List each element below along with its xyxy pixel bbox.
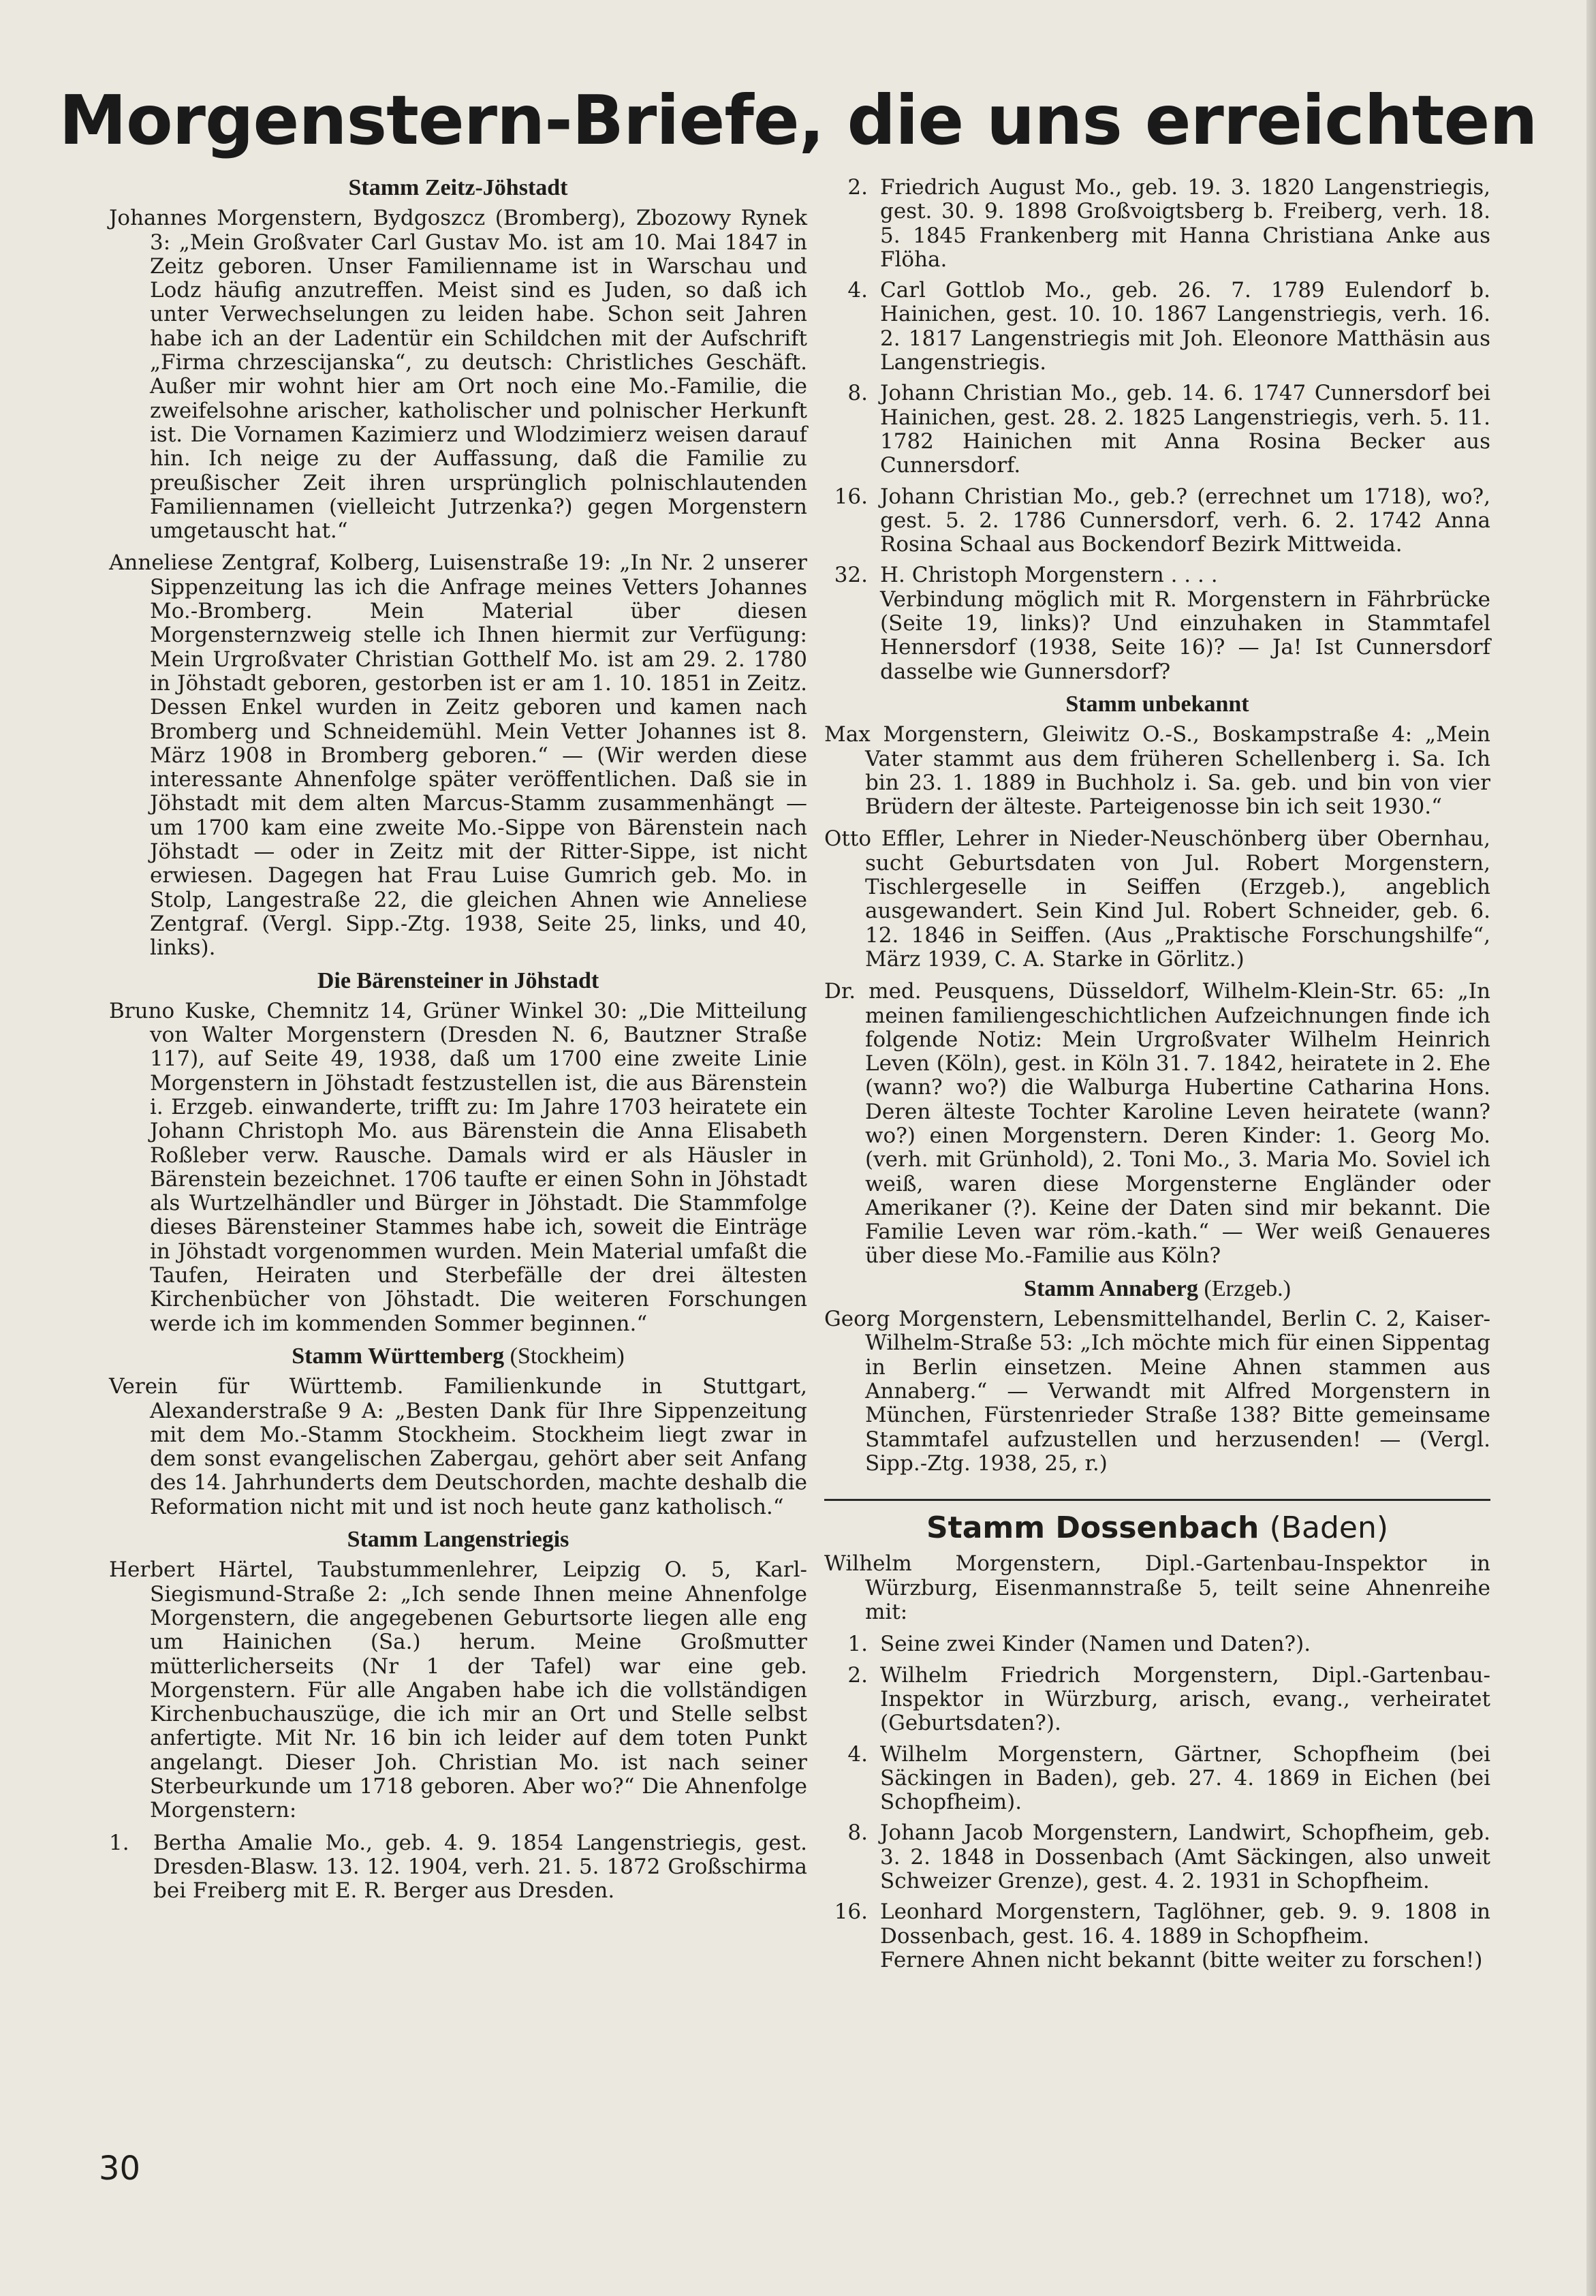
- letter-verein-wuerttemberg: Verein für Württemb. Familienkunde in Stuttgart, Alexanderstraße 9 A: „Besten Dank für Ihre Sippenzeitung mit dem Mo.-Stamm Stockheim. Stockheim liegt zwar in dem sonst evangelischen Zabergau, gehört aber seit Anfang des 14. Jahrhunderts dem Deutschorden, machte deshalb die Reformation nicht mit und ist noch heute ganz katholisch.“: [109, 1374, 807, 1519]
- ancestor-item: [824, 563, 1490, 587]
- left-column: [109, 176, 807, 1910]
- ancestor-number: 2.: [847, 175, 868, 200]
- ancestor-item: [824, 1900, 1490, 1949]
- letter-bruno-kuske: Bruno Kuske, Chemnitz 14, Grüner Winkel 30: „Die Mitteilung von Walter Morgenstern (Dresden N. 6, Bautzner Straße 117), auf Seite 49, 1938, daß um 1700 eine zweite Linie Morgenstern in Jöhstadt festzustellen ist, die aus Bärenstein i. Erzgeb. einwanderte, trifft zu: Im Jahre 1703 heiratete ein Johann Christoph Mo. aus Bärenstein die Anna Elisabeth Roßleber verw. Rauschе. Damals wird er als Häusler in Bärenstein bezeichnet. 1706 taufte er einen Sohn in Jöhstadt als Wurtzelhändler und Bürger in Jöhstadt. Die Stammfolge dieses Bärensteiner Stammes habe ich, soweit die Einträge in Jöhstadt vorgenommen wurden. Mein Material umfaßt die Taufen, Heiraten und Sterbefälle der drei ältesten Kirchenbücher von Jöhstadt. Die weiteren Forschungen werde ich im kommenden Sommer beginnen.“: [109, 998, 807, 1336]
- section-title-subtitle: (Baden): [1269, 1510, 1389, 1546]
- page-title: Morgenstern-Briefe, die uns erreichten: [59, 80, 1537, 160]
- ancestor-text: Johann Christian Mo., geb. 14. 6. 1747 Cunnersdorf bei Hainichen, gest. 28. 2. 1825 Langenstriegis, verh. 5. 11. 1782 Hainichen mit Anna Rosina Becker aus Cunnersdorf.: [880, 381, 1490, 478]
- ancestor-number: 2.: [847, 1662, 868, 1688]
- letter-wilhelm-morgenstern: Wilhelm Morgenstern, Dipl.-Gartenbau-Inspektor in Würzburg, Eisenmannstraße 5, teilt seine Ahnenreihe mit:: [824, 1551, 1490, 1625]
- letter-otto-effler: Otto Effler, Lehrer in Nieder-Neuschönberg über Obernhau, sucht Geburtsdaten von Jul. Robert Morgenstern, Tischlergeselle in Seiffen (Erzgeb.), angeblich ausgewandert. Sein Kind Jul. Robert Schneider, geb. 6. 12. 1846 in Seiffen. (Aus „Praktische Forschungshilfe“, März 1939, C. A. Starke in Görlitz.): [824, 826, 1490, 972]
- ancestor-text: Wilhelm Friedrich Morgenstern, Dipl.-Gartenbau-Inspektor in Würzburg, arisch, evang., verheiratet (Geburtsdaten?).: [880, 1662, 1490, 1736]
- section-heading-subtitle: (Erzgeb.): [1204, 1275, 1291, 1301]
- closing-note-dossenbach: Fernere Ahnen nicht bekannt (bitte weiter zu forschen!): [880, 1947, 1483, 1972]
- ancestor-number: 16.: [834, 484, 868, 509]
- letter-anneliese-zentgraf: Anneliese Zentgraf, Kolberg, Luisenstraße 19: „In Nr. 2 unserer Sippenzeitung las ich die Anfrage meines Vetters Johannes Mo.-Bromberg. Mein Material über diesen Morgensternzweig stelle ich Ihnen hiermit zur Verfügung: Mein Urgroßvater Christian Gotthelf Mo. ist am 29. 2. 1780 in Jöhstadt geboren, gestorben ist er am 1. 10. 1851 in Zeitz. Dessen Enkel wurden in Zeitz geboren und kamen nach Bromberg und Schneidemühl. Mein Vetter Johannes ist 8. März 1908 in Bromberg geboren.“ — (Wir werden diese interessante Ahnenfolge später veröffentlichen. Daß sie in Jöhstadt mit dem alten Marcus-Stamm zusammenhängt — um 1700 kam eine zweite Mo.-Sippe von Bärenstein nach Jöhstadt — oder in Zeitz mit der Ritter-Sippe, ist nicht erwiesen. Dagegen hat Frau Luise Gumrich geb. Mo. in Stolp, Langestraße 22, die gleichen Ahnen wie Anneliese Zentgraf. (Vergl. Sipp.-Ztg. 1938, Seite 25, links, und 40, links).: [109, 550, 807, 961]
- section-heading-baerensteiner: Die Bärensteiner in Jöhstadt: [317, 967, 599, 993]
- ancestor-text: Johann Christian Mo., geb.? (errechnet um 1718), wo?, gest. 5. 2. 1786 Cunnersdorf, verh. 6. 2. 1742 Anna Rosina Schaal aus Bockendorf Bezirk Mittweida.: [880, 484, 1490, 557]
- section-heading-unbekannt: Stamm unbekannt: [1065, 691, 1249, 717]
- ancestor-number: 4.: [847, 278, 868, 303]
- ancestor-number: 16.: [834, 1899, 868, 1925]
- ancestor-text: Johann Jacob Morgenstern, Landwirt, Schopfheim, geb. 3. 2. 1848 in Dossenbach (Amt Säckingen, also unweit Schweizer Grenze), gest. 4. 2. 1931 in Schopfheim.: [880, 1820, 1490, 1893]
- ancestor-number: 1.: [109, 1830, 129, 1855]
- ancestor-item: [824, 382, 1490, 478]
- ancestor-item: [824, 176, 1490, 272]
- ancestor-text: H. Christoph Morgenstern . . . .: [880, 563, 1218, 588]
- ancestor-text: Leonhard Morgenstern, Taglöhner, geb. 9. 9. 1808 in Dossenbach, gest. 16. 4. 1889 in Schopfheim.: [880, 1899, 1490, 1949]
- section-heading-subtitle: (Stockheim): [510, 1343, 625, 1369]
- ancestor-number: 8.: [847, 1820, 868, 1846]
- right-column: [824, 176, 1490, 1981]
- section-title-text: Stamm Dossenbach: [926, 1510, 1259, 1546]
- editor-note-langenstriegis: Verbindung möglich mit R. Morgenstern in Fährbrücke (Seite 19, links)? Und einzuhaken in Stammtafel Hennersdorf (1938, Seite 16)? — Ja! Ist Cunnersdorf dasselbe wie Gunnersdorf?: [880, 587, 1490, 684]
- ancestor-text: Friedrich August Mo., geb. 19. 3. 1820 Langenstriegis, gest. 30. 9. 1898 Großvoigtsberg b. Freiberg, verh. 18. 5. 1845 Frankenberg mit Hanna Christiana Anke aus Flöha.: [880, 175, 1490, 272]
- section-heading-text: Stamm Württemberg: [292, 1343, 505, 1369]
- ancestor-text: Seine zwei Kinder (Namen und Daten?).: [880, 1632, 1311, 1657]
- section-heading-wuerttemberg: [109, 1344, 807, 1368]
- ancestor-number: 1.: [847, 1632, 868, 1657]
- letter-johannes-morgenstern: Johannes Morgenstern, Bydgoszcz (Bromberg), Zbozowy Rynek 3: „Mein Großvater Carl Gustav Mo. ist am 10. Mai 1847 in Zeitz geboren. Unser Familienname ist in Warschau und Lodz häufig anzutreffen. Meist sind es Juden, so daß ich unter Verwechselungen zu leiden habe. Schon seit Jahren habe ich an der Ladentür ein Schildchen mit der Aufschrift „Firma chrzescijanska“, zu deutsch: Christliches Geschäft. Außer mir wohnt hier am Ort noch eine Mo.-Familie, die zweifelsohne arischer, katholischer und polnischer Herkunft ist. Die Vornamen Kazimierz und Wlodzimierz weisen darauf hin. Ich neige zu der Auffassung, daß die Familie zu preußischer Zeit ihren ursprünglich polnischlautenden Familiennamen (vielleicht Jutrzenka?) gegen Morgenstern umgetauscht hat.“: [109, 206, 807, 544]
- page-number: 30: [99, 2150, 141, 2188]
- section-divider: [824, 1499, 1490, 1501]
- ancestor-item: [109, 1831, 807, 1904]
- section-heading-annaberg: [824, 1277, 1490, 1301]
- ancestor-text: Bertha Amalie Mo., geb. 4. 9. 1854 Langenstriegis, gest. Dresden-Blasw. 13. 12. 1904, verh. 21. 5. 1872 Großschirma bei Freiberg mit E. R. Berger aus Dresden.: [153, 1830, 807, 1904]
- ancestor-item: [824, 1821, 1490, 1893]
- section-heading-langenstriegis: Stamm Langenstriegis: [347, 1527, 569, 1553]
- ancestor-text: Carl Gottlob Mo., geb. 26. 7. 1789 Eulendorf b. Hainichen, gest. 10. 10. 1867 Langenstriegis, verh. 16. 2. 1817 Langenstriegis mit Joh. Eleonore Matthäsin aus Langenstriegis.: [880, 278, 1490, 375]
- ancestor-item: [824, 1664, 1490, 1736]
- letter-georg-morgenstern: Georg Morgenstern, Lebensmittelhandel, Berlin C. 2, Kaiser-Wilhelm-Straße 53: „Ich möchte mich für einen Sippentag in Berlin einsetzen. Meine Ahnen stammen aus Annaberg.“ — Verwandt mit Alfred Morgenstern in München, Fürstenrieder Straße 138? Bitte gemeinsame Stammtafel aufzustellen und herzusenden! — (Vergl. Sipp.-Ztg. 1938, 25, r.): [824, 1307, 1490, 1476]
- letter-herbert-haertel: Herbert Härtel, Taubstummenlehrer, Leipzig O. 5, Karl-Siegismund-Straße 2: „Ich sende Ihnen meine Ahnenfolge Morgenstern, die angegebenen Geburtsorte liegen alle eng um Hainichen (Sa.) herum. Meine Großmutter mütterlicherseits (Nr 1 der Tafel) war eine geb. Morgenstern. Für alle Angaben habe ich die vollständigen Kirchenbuchauszüge, die ich mir an Ort und Stelle selbst anfertigte. Mit Nr. 16 bin ich leider auf dem toten Punkt angelangt. Dieser Joh. Christian Mo. ist nach seiner Sterbeurkunde um 1718 geboren. Aber wo?“ Die Ahnenfolge Morgenstern:: [109, 1557, 807, 1823]
- letter-max-morgenstern: Max Morgenstern, Gleiwitz O.-S., Boskampstraße 4: „Mein Vater stammt aus dem früheren Schellenberg i. Sa. Ich bin 23. 1. 1889 in Buchholz i. Sa. geb. und bin von vier Brüdern der älteste. Parteigenosse bin ich seit 1930.“: [824, 722, 1490, 820]
- ancestor-number: 4.: [847, 1741, 868, 1767]
- section-heading-text: Stamm Annaberg: [1024, 1275, 1199, 1301]
- ancestor-number: 32.: [834, 563, 868, 588]
- letter-dr-peusquens: Dr. med. Peusquens, Düsseldorf, Wilhelm-Klein-Str. 65: „In meinen familiengeschichtlichen Aufzeichnungen finde ich folgende Notiz: Mein Urgroßvater Wilhelm Heinrich Leven (Köln), gest. in Köln 31. 7. 1842, heiratete in 2. Ehe (wann? wo?) die Walburga Hubertine Catharina Hons. Deren älteste Tochter Karoline Leven heiratete (wann? wo?) einen Morgenstern. Deren Kinder: 1. Georg Mo. (verh. mit Grünhold), 2. Toni Mo., 3. Maria Mo. Soviel ich weiß, waren diese Morgensterne Engländer oder Amerikaner (?). Keine der Daten sind mir bekannt. Die Familie Leven war röm.-kath.“ — Wer weiß Genaueres über diese Mo.-Familie aus Köln?: [824, 979, 1490, 1269]
- ancestor-number: 8.: [847, 381, 868, 406]
- ancestor-item: [824, 485, 1490, 557]
- ancestor-text: Wilhelm Morgenstern, Gärtner, Schopfheim (bei Säckingen in Baden), geb. 27. 4. 1869 in Eichen (bei Schopfheim).: [880, 1741, 1490, 1815]
- ancestor-item: [824, 1632, 1490, 1656]
- page-edge-shadow: [1586, 0, 1596, 2296]
- ancestor-item: [824, 1743, 1490, 1815]
- section-heading-zeitz-joehstadt: Stamm Zeitz-Jöhstadt: [348, 175, 568, 200]
- ancestor-item: [824, 279, 1490, 375]
- section-title-dossenbach: [824, 1510, 1490, 1546]
